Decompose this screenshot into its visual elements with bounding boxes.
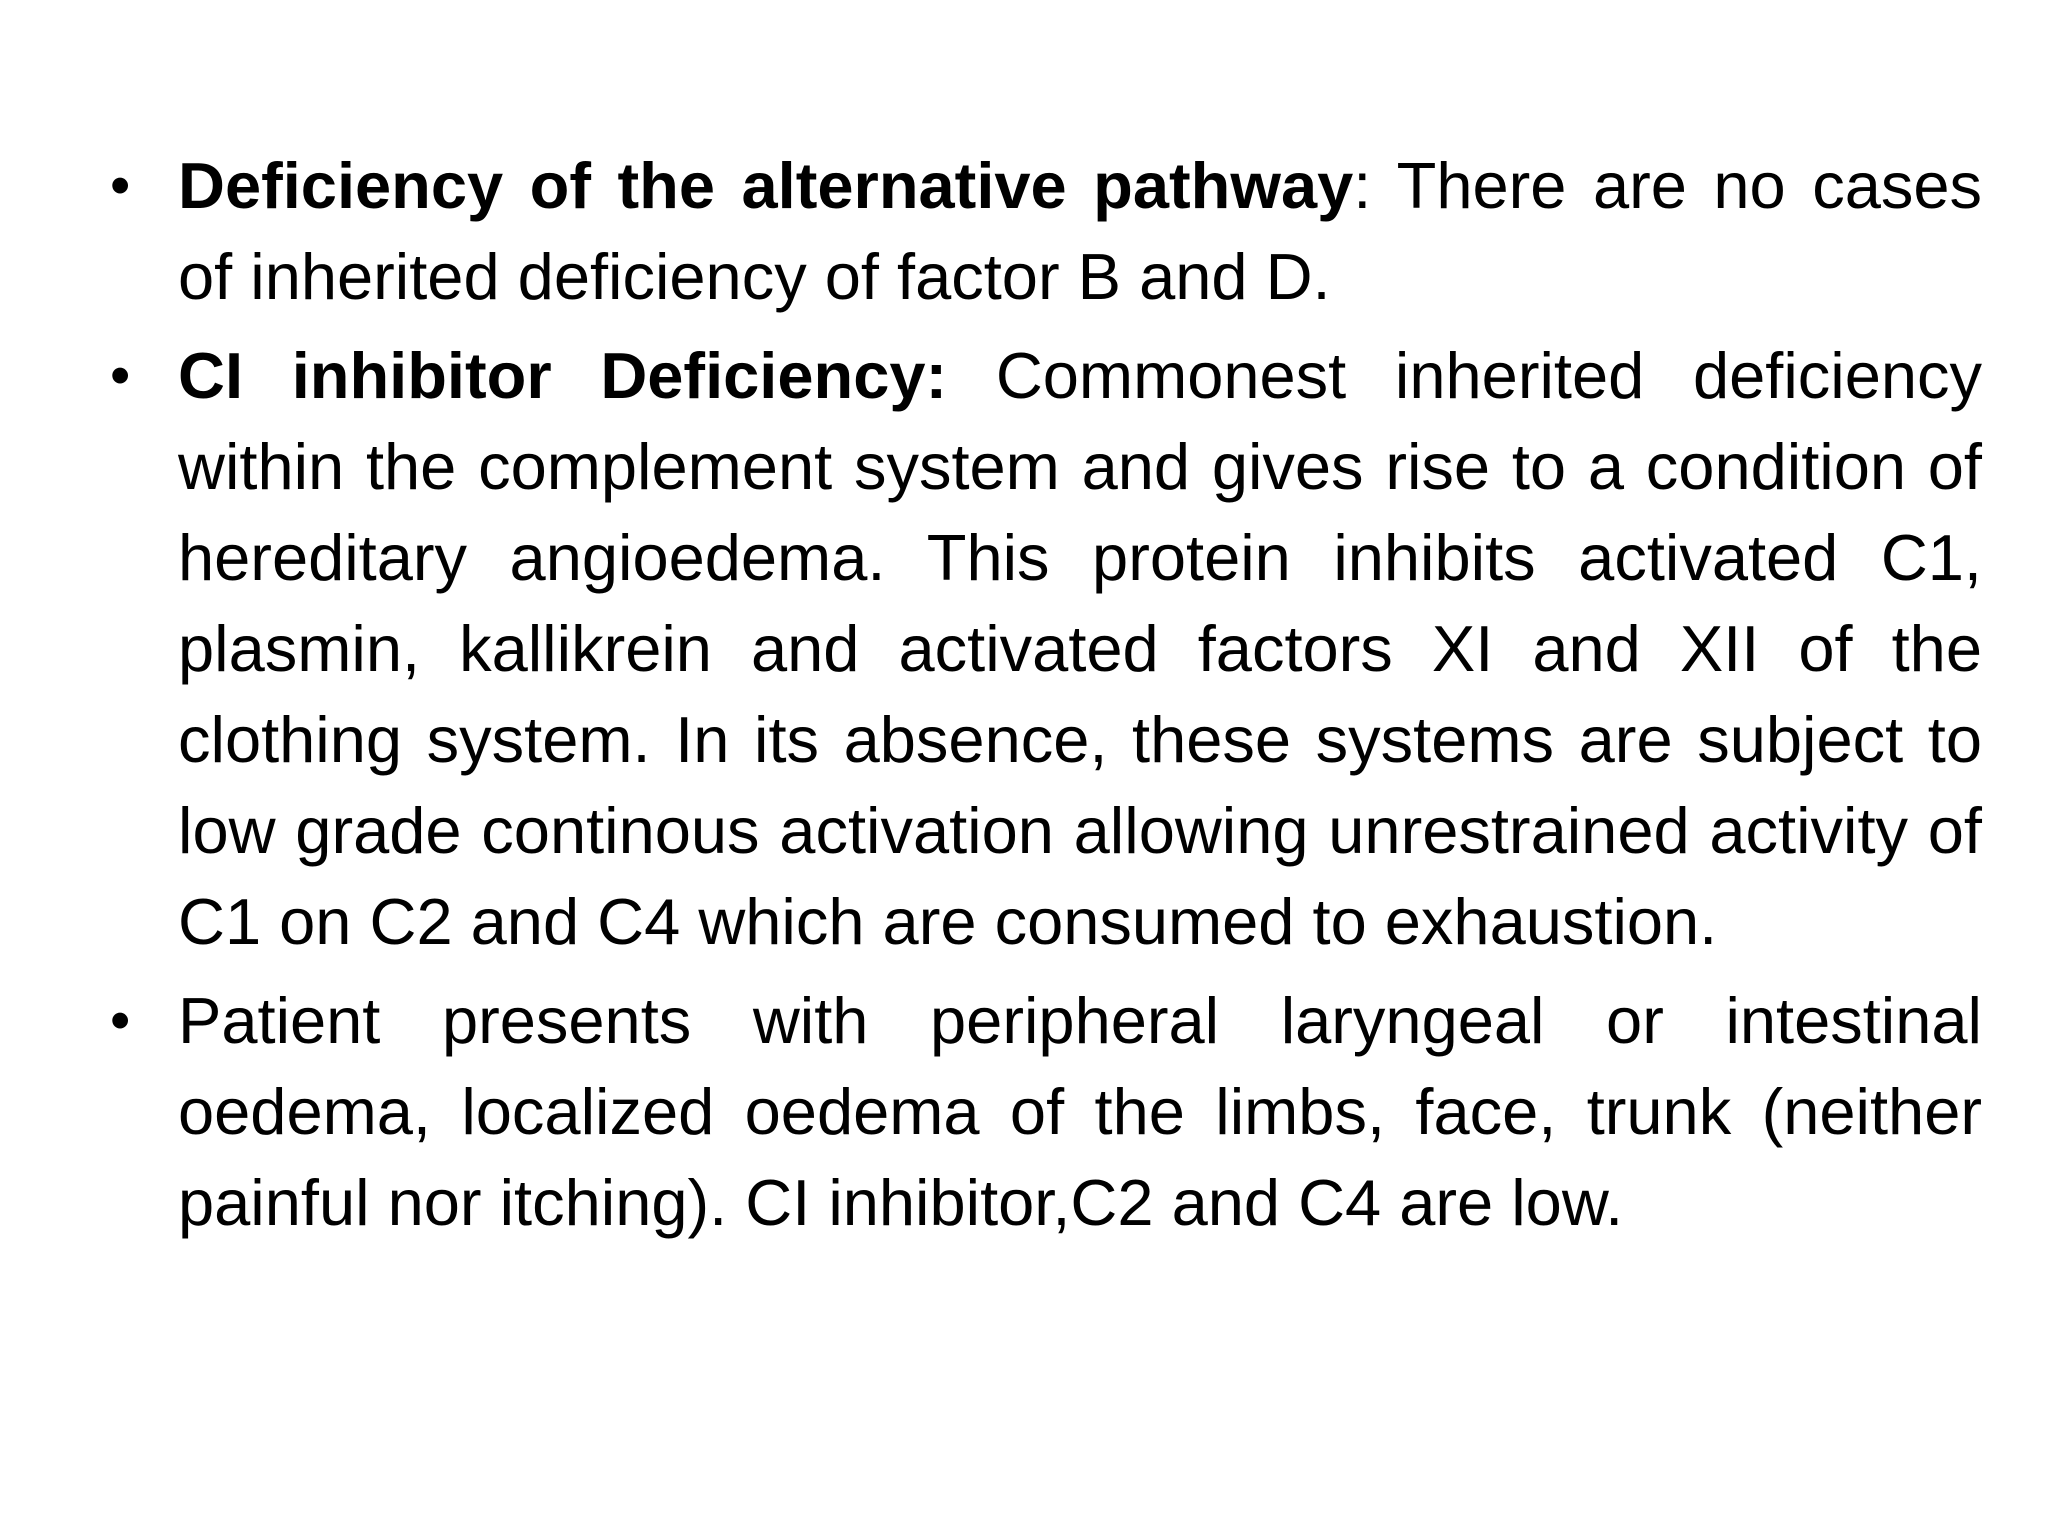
bullet-icon: • <box>110 988 131 1053</box>
bullet-heading: CI inhibitor Deficiency: <box>178 339 948 412</box>
bullet-text: Patient presents with peripheral laryngeal or intestinal oedema, localized oedema of the limbs, face, trunk (neither painful nor itching). CI inhibitor,C2 and C4 are low. <box>178 984 1982 1239</box>
bullet-icon: • <box>110 343 131 408</box>
bullet-list <box>110 140 1982 1256</box>
bullet-item-ci-inhibitor <box>110 330 1982 967</box>
bullet-text: Commonest inherited deficiency within the complement system and gives rise to a condition of hereditary angioedema. This protein inhibits activated C1, plasmin, kallikrein and activated factors XI and XII of the clothing system. In its absence, these systems are subject to low grade continous activation allowing unrestrained activity of C1 on C2 and C4 which are consumed to exhaustion. <box>178 339 1982 958</box>
bullet-heading: Deficiency of the alternative pathway <box>178 149 1354 222</box>
bullet-item-patient-presents <box>110 975 1982 1248</box>
bullet-item-alternative-pathway <box>110 140 1982 322</box>
bullet-icon: • <box>110 153 131 218</box>
bullet-text: : There are no cases of inherited deficiency of factor B and D. <box>178 149 1982 313</box>
